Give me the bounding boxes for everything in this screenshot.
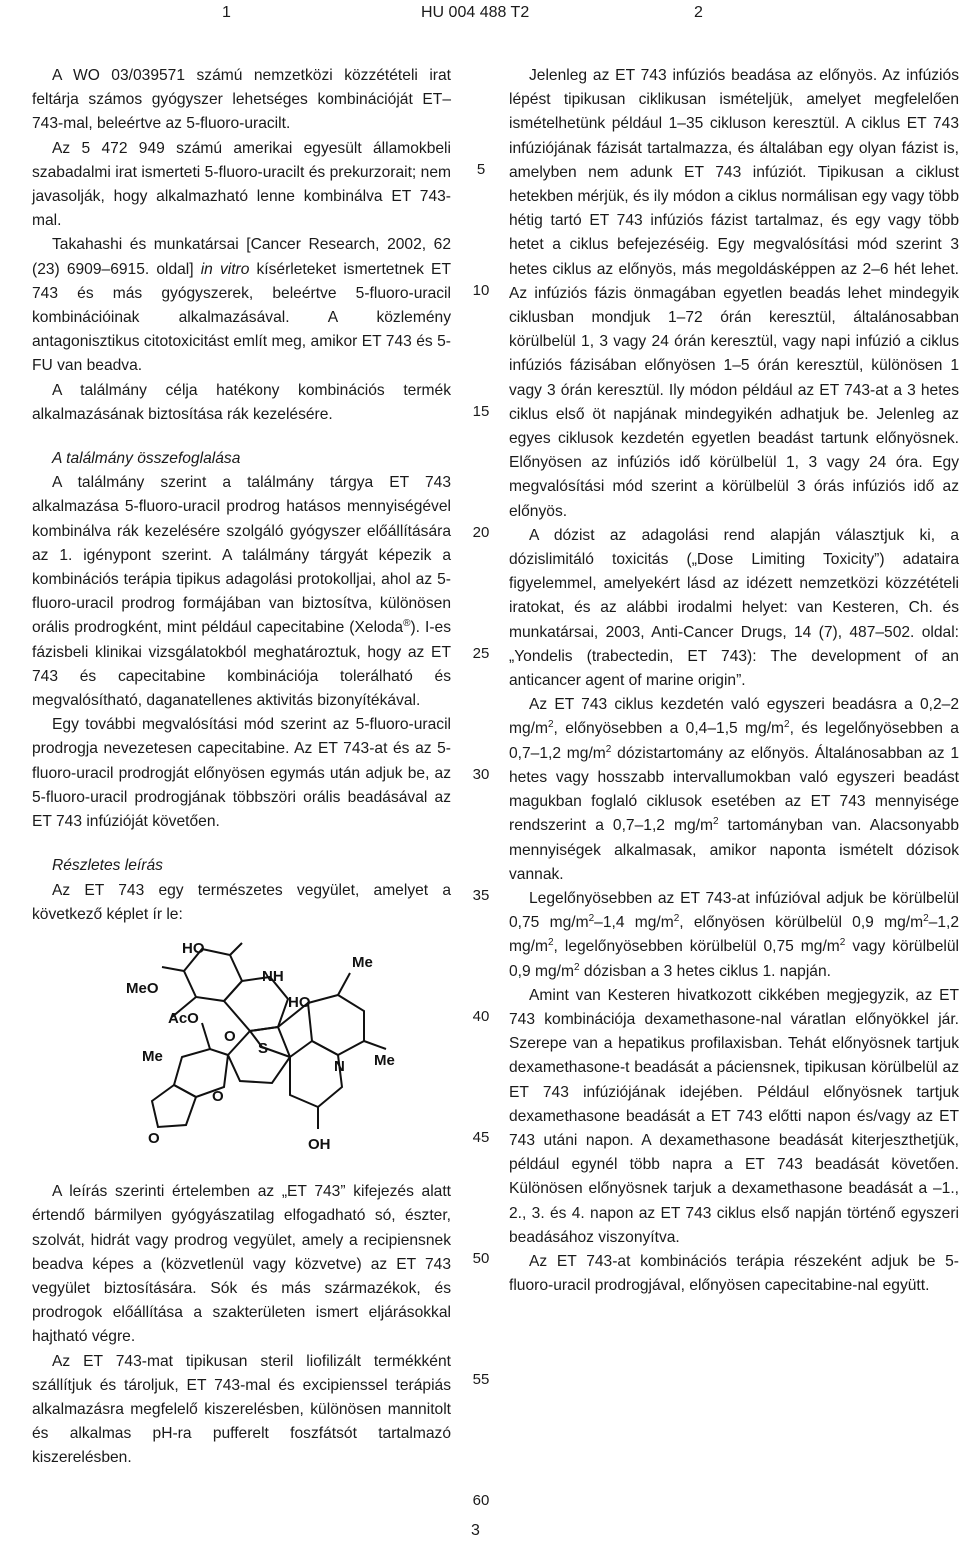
ring-d <box>308 995 364 1055</box>
text-run: ). I-es fázisbeli klinikai vizsgálatokból meghatároztuk, hogy az ET 743 és capecitabine kombinációja tolerálható és megvalósítható, daganatellenes aktivitás bizonyítékával. <box>32 619 451 710</box>
chem-label: HO <box>288 993 311 1011</box>
line-number: 60 <box>472 1492 490 1509</box>
left-page-number: 1 <box>222 4 231 21</box>
text-run: –1,4 mg/m <box>594 914 674 932</box>
text-run: tartományban van. Alacsonyabb mennyiségek alkalmasak, amikor naponta ismételt dózisok vannak. <box>509 817 959 883</box>
line-number: 15 <box>472 403 490 420</box>
chem-label: O <box>224 1027 236 1045</box>
paragraph <box>509 887 959 984</box>
paragraph: Az ET 743 egy természetes vegyület, amelyet a következő képlet ír le: <box>32 881 451 923</box>
chem-label: MeO <box>126 979 159 997</box>
chem-label: NH <box>262 967 284 985</box>
text-run: Legelőnyösebben az ET 743-at infúzióval adjuk be körülbelül 0,75 mg/m <box>509 889 959 932</box>
chemical-structure-figure <box>112 937 402 1152</box>
line-number: 35 <box>472 887 490 904</box>
superscript: 2 <box>574 961 580 973</box>
text-run: dózistartomány az előnyös. Általánosabban az 1 hetes vagy hosszabb intervallumokban való egyszeri beadást magukban foglaló ciklusok esetében az ET 743 mennyisége rendszerint a 0,7–1,2 mg/m <box>509 744 959 835</box>
chem-label: O <box>212 1087 224 1105</box>
left-column <box>32 64 451 1471</box>
superscript: 2 <box>588 912 595 924</box>
line-number: 20 <box>472 524 490 541</box>
line-number: 50 <box>472 1250 490 1267</box>
superscript: 2 <box>673 912 680 924</box>
superscript: 2 <box>547 719 554 731</box>
italic-term: in vitro <box>200 260 250 278</box>
paragraph: A leírás szerinti értelemben az „ET 743” kifejezés alatt értendő bármilyen gyógyászatilag elfogadható só, észter, szolvát, hidrát vagy prodrog vegyület, amely a recipiensnek beadva képes a (közvetlenül vagy közvetve) az ET 743 vegyület biztosítására. Sók és más származékok, és prodrogok előállítása a szakterületen ismert eljárásokkal hajtható végre. <box>32 1183 451 1346</box>
line-number: 5 <box>476 161 486 178</box>
right-page-number: 2 <box>694 4 703 21</box>
chem-label: OH <box>308 1135 331 1152</box>
text-run: , előnyösebben a 0,4–1,5 mg/m <box>553 720 785 738</box>
paragraph: Az 5 472 949 számú amerikai egyesült államokbeli szabadalmi irat ismerteti 5-fluoro-uracilt és prekurzorait; nem javasolják, hogy alkalmazható lenne kombinálva ET 743-mal. <box>32 139 451 230</box>
registered-mark: ® <box>403 618 411 630</box>
text-run: , és legelőnyösebben a 0,7–1,2 mg/m <box>509 720 959 762</box>
text-run: dózisban a 3 hetes ciklus 1. napján. <box>579 962 831 980</box>
paragraph: A találmány célja hatékony kombinációs termék alkalmazásának biztosítása rák kezelésére. <box>32 381 451 423</box>
text-run: kísérleteket ismertetnek ET 743 és más gyógyszerek, beleértve 5-fluoro-uracil kombinációinak alkalmazásával. A közlemény antagonisztikus citotoxicitást említ meg, amikor ET 743 és 5-FU van beadva. <box>32 260 451 375</box>
superscript: 2 <box>784 719 790 731</box>
paragraph: Jelenleg az ET 743 infúziós beadása az előnyös. Az infúziós lépést tipikusan ciklikusan ismételjük, amelyet megfelelően ismételhetünk például 1–35 cikluson keresztül. A ciklus ET 743 infúziójának fázisát tartalmazza, és általában egy olyan fázist is, amelyben nem adunk ET 743 infúziót. Tipikusan a ciklust hetekben mérjük, és ily módon a ciklus normálisan egy vagy több hétig tartó ET 743 infúziós fázist tartalmaz, és egy vagy több hetet a ciklus befejezéséig. Egy megvalósítási mód szerint 3 hetes ciklus az előnyös, más megoldásképpen az 2–6 hét lehet. Az infúziós fázis önmagában egyetlen beadás lehet mindegyik ciklusban mondjuk 1–72 órán keresztül, általánosabban körülbelül 1, 3 vagy 24 órán keresztül, vagy napi infúzió a ciklus infúziós fázisában előnyösen 1–5 órán keresztül, különösen 1 vagy 3 órán keresztül. Ily módon például az ET 743-at a 3 hetes ciklus első öt napjának mindegyikén adhatjuk be. Jelenleg az egyes ciklusok kezdetén egyetlen beadást tartunk előnyösnek. Előnyösen az infúziós idő körülbelül 1, 3 vagy 24 óra. Egy megvalósítási mód szerint a körülbelül 3 órás infúziós idő az előnyös. <box>509 67 959 520</box>
chem-label: AcO <box>168 1009 199 1027</box>
chem-label: HO <box>182 939 205 957</box>
superscript: 2 <box>713 816 719 828</box>
superscript: 2 <box>605 743 612 755</box>
superscript: 2 <box>923 912 929 924</box>
text-run: , legelőnyösebben körülbelül 0,75 mg/m <box>553 938 840 956</box>
superscript: 2 <box>839 937 846 949</box>
paragraph <box>509 693 959 887</box>
paragraph: Az ET 743-at kombinációs terápia részeként adjuk be 5-fluoro-uracil prodrogjával, előnyösen capecitabine-nal együtt. <box>509 1252 959 1295</box>
text-run: vagy körülbelül 0,9 mg/m <box>509 938 959 980</box>
right-column <box>509 64 959 1298</box>
section-heading-summary: A találmány összefoglalása <box>52 450 241 468</box>
line-number: 55 <box>472 1371 490 1388</box>
text-run: A találmány szerint a találmány tárgya ET 743 alkalmazása 5-fluoro-uracil prodrog hatásos mennyiségével kombinálva rák kezelésére szolgáló gyógyszer előállítására az 1. igénypont szerint. A találmány tárgyát képezik a kombinációs terápia tipikus adagolási protokolljai, ahol az 5-fluoro-uracil prodrog formájában van biztosítva, különösen orális prodrogként, mint például capecitabine (Xeloda <box>32 474 451 637</box>
patent-number: HU 004 488 T2 <box>421 4 530 21</box>
line-number: 40 <box>472 1008 490 1025</box>
chem-label: S <box>258 1039 269 1057</box>
paragraph: Az ET 743-mat tipikusan steril liofilizált termékként szállítjuk és tároljuk, ET 743-mal és excipienssel terápiás alkalmazásra megfelelő kiszerelésben, különösen mannitolt és alkalmas pH-ra pufferelt foszfátsót tartalmazó kiszerelésben. <box>32 1352 451 1467</box>
paragraph: A WO 03/039571 számú nemzetközi közzétételi irat feltárja számos gyógyszer lehetséges kombinációját ET–743-mal, beleértve az 5-fluoro-uracilt. <box>32 67 451 133</box>
superscript: 2 <box>547 937 554 949</box>
section-heading-detailed: Részletes leírás <box>52 857 163 875</box>
chem-label: O <box>148 1129 160 1147</box>
footer-page-number: 3 <box>471 1522 480 1539</box>
paragraph: Amint van Kesteren hivatkozott cikkében megjegyzik, az ET 743 kombinációja dexamethasone-nal váratlan előnyökkel jár. Szerepe van a hepatikus profilaxisban. Tehát előnyösnek tartjuk dexamethasone-t beadását a páciensnek, tipikusan körülbelül az ET 743 infúziójának idejében. Például előnyösnek tartjuk dexamethasone beadását a ET 743 előtti napon és/vagy az ET 743 utáni napon. A dexamethasone beadását kiterjeszthetjük, például egynél több napra a ET 743 beadását követően. Különösen előnyösnek tarjuk a dexamethasone beadását a –1., 2., 3. és 4. napon az ET 743 ciklus első napján történő egyszeri beadásához viszonyítva. <box>509 986 959 1246</box>
text-run: Takahashi és munkatársai [Cancer Research, 2002, 62 (23) 6909–6915. oldal] <box>32 236 451 278</box>
text-run: , előnyösen körülbelül 0,9 mg/m <box>679 914 924 932</box>
line-number: 30 <box>472 766 490 783</box>
paragraph <box>32 471 451 713</box>
chem-label: Me <box>374 1051 395 1069</box>
paragraph <box>32 233 451 378</box>
line-number: 45 <box>472 1129 490 1146</box>
text-run: –1,2 mg/m <box>509 914 959 956</box>
paragraph: Egy további megvalósítási mód szerint az 5-fluoro-uracil prodrogja nevezetesen capecitabine. Az ET 743-at és az 5-fluoro-uracil prodrogját előnyösen egymás után adjuk be, az 5-fluoro-uracil prodrogjának többszöri orális beadásával az ET 743 infúzióját követően. <box>32 716 451 831</box>
chem-label: Me <box>352 953 373 971</box>
line-number: 25 <box>472 645 490 662</box>
line-number: 10 <box>472 282 490 299</box>
text-run: Az ET 743 ciklus kezdetén való egyszeri beadásra a 0,2–2 mg/m <box>509 696 959 738</box>
chem-label: N <box>334 1057 345 1075</box>
ring-b <box>224 977 288 1031</box>
paragraph: A dózist az adagolási rend alapján választjuk ki, a dózislimitáló toxicitás („Dose Limiting Toxicity”) adataira figyelemmel, amelyekért lásd az idézett nemzetközi közzétételi iratokat, és az alábbi irodalmi helyet: van Kesteren, Ch. és munkatársai, 2003, Anti-Cancer Drugs, 14 (7), 487–502. oldal: „Yondelis (trabectedin, ET 743): The development of an anticancer agent of marine origin”. <box>509 526 959 690</box>
chem-label: Me <box>142 1047 163 1065</box>
ring-g <box>152 1085 196 1127</box>
